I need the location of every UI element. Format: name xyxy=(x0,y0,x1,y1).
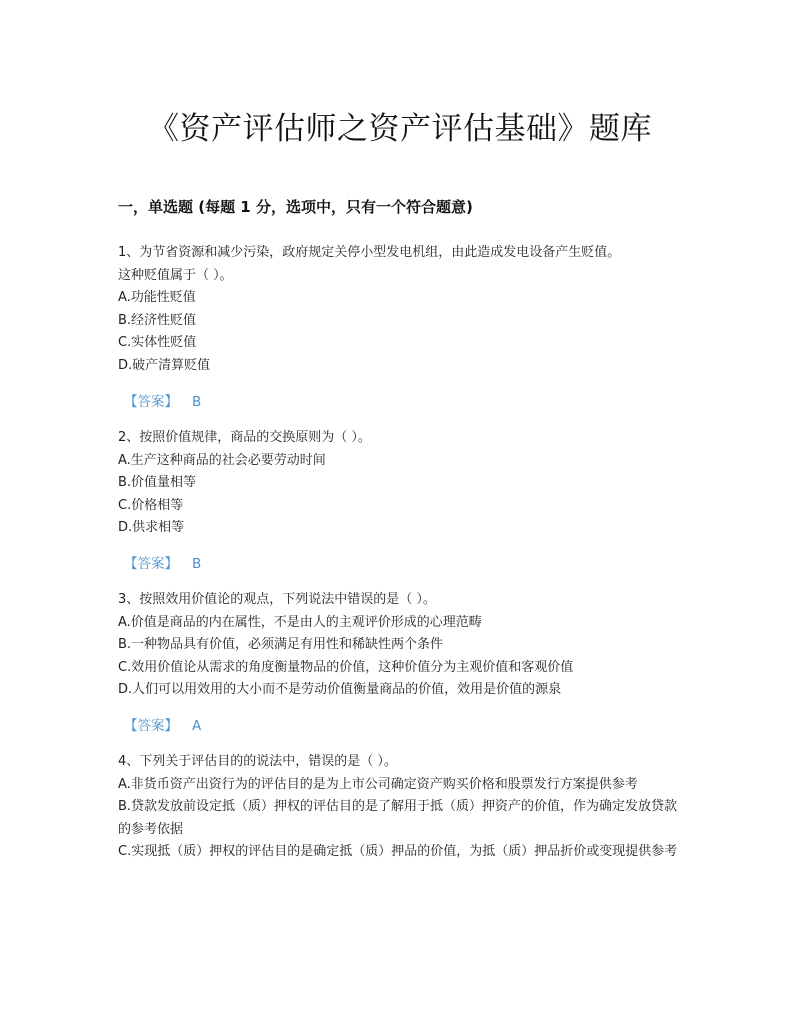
option-a: A.非货币资产出资行为的评估目的是为上市公司确定资产购买价格和股票发行方案提供参考 xyxy=(118,776,638,792)
answer-label: 【答案】 xyxy=(124,394,178,410)
answer-2 xyxy=(124,553,201,575)
question-stem: 4、下列关于评估目的的说法中，错误的是（ ）。 xyxy=(118,754,397,769)
option-d: D.供求相等 xyxy=(118,520,185,535)
question-stem: 3、按照效用价值论的观点，下列说法中错误的是（ ）。 xyxy=(118,592,436,607)
option-b: B.一种物品具有价值，必须满足有用性和稀缺性两个条件 xyxy=(118,637,444,652)
answer-label: 【答案】 xyxy=(124,556,178,572)
question-stem: 2、按照价值规律，商品的交换原则为（ ）。 xyxy=(118,430,371,445)
section-heading: 一，单选题 (每题 1 分，选项中，只有一个符合题意) xyxy=(118,198,473,216)
option-b: B.经济性贬值 xyxy=(118,312,197,328)
page-title: 《资产评估师之资产评估基础》题库 xyxy=(148,111,652,147)
question-stem: 这种贬值属于（ ）。 xyxy=(118,267,233,283)
question-stem: 1、为节省资源和减少污染，政府规定关停小型发电机组，由此造成发电设备产生贬值。 xyxy=(118,245,621,260)
option-a: A.功能性贬值 xyxy=(118,290,196,305)
option-a: A.价值是商品的内在属性，不是由人的主观评价形成的心理范畴 xyxy=(118,614,482,630)
answer-value: B xyxy=(192,556,202,572)
answer-1 xyxy=(124,391,201,413)
question-3 xyxy=(118,589,684,702)
option-d: D.破产清算贬值 xyxy=(118,357,211,373)
option-c: C.价格相等 xyxy=(118,497,184,513)
option-b: B.贷款发放前设定抵（质）押权的评估目的是了解用于抵（质）押资产的价值，作为确定发放贷款的参考依据 xyxy=(118,799,678,837)
option-d: D.人们可以用效用的大小而不是劳动价值衡量商品的价值，效用是价值的源泉 xyxy=(118,682,562,697)
option-c: C.效用价值论从需求的角度衡量物品的价值，这种价值分为主观价值和客观价值 xyxy=(118,659,574,675)
option-c: C.实现抵（质）押权的评估目的是确定抵（质）押品的价值，为抵（质）押品折价或变现提供参考 xyxy=(118,844,678,859)
option-c: C.实体性贬值 xyxy=(118,335,197,350)
question-2 xyxy=(118,427,684,540)
answer-value: A xyxy=(192,718,202,734)
answer-label: 【答案】 xyxy=(124,718,178,734)
answer-value: B xyxy=(192,394,202,410)
option-a: A.生产这种商品的社会必要劳动时间 xyxy=(118,452,326,468)
option-b: B.价值量相等 xyxy=(118,475,197,490)
answer-3 xyxy=(124,715,201,737)
question-4 xyxy=(118,751,684,864)
question-1 xyxy=(118,242,684,377)
